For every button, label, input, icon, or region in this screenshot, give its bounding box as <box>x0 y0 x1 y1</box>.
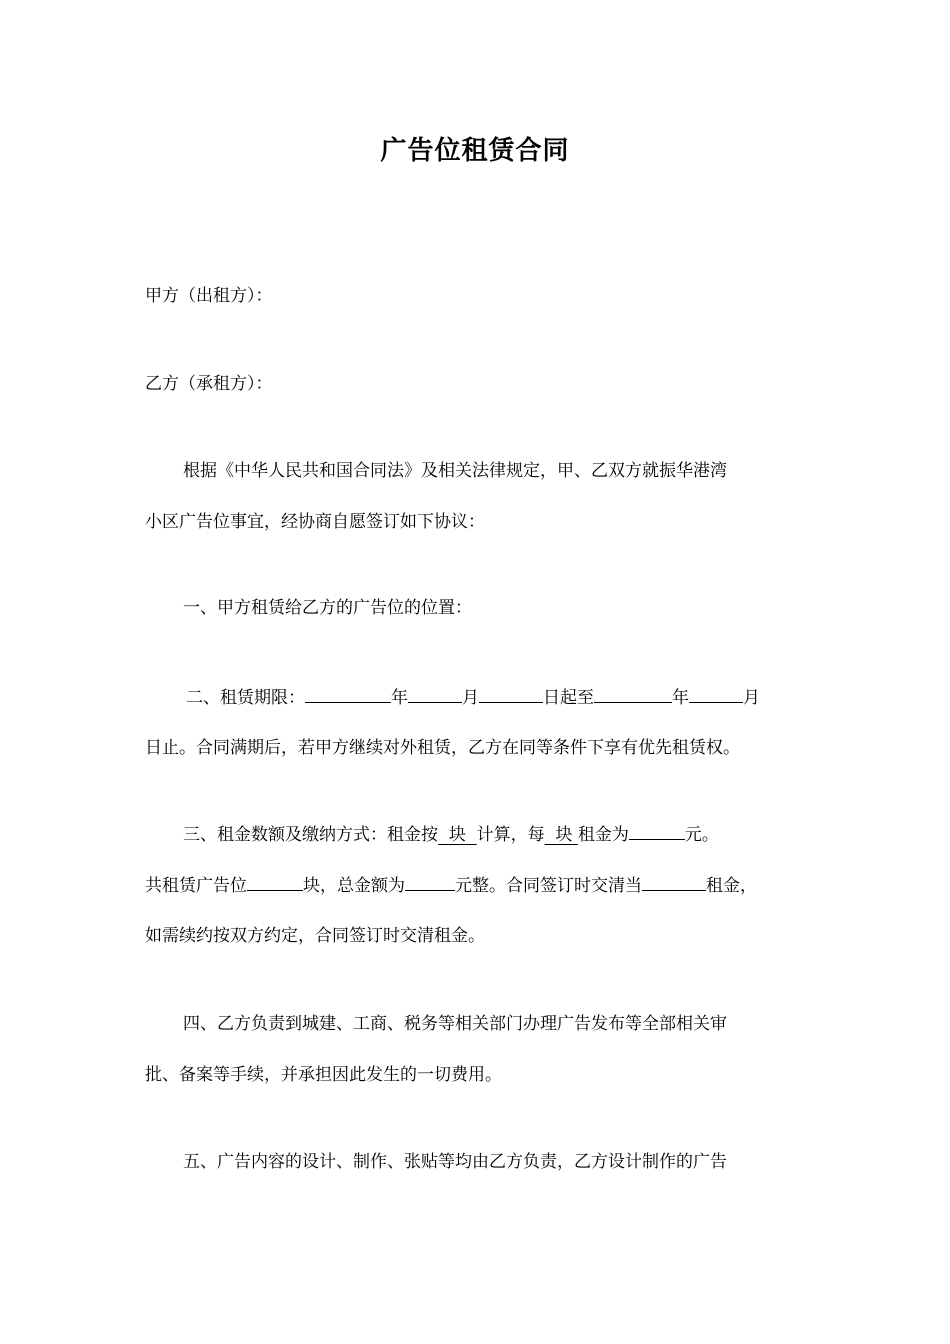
clause-3-calc: 计算，每 <box>476 825 545 845</box>
clause-3-line-3: 如需续约按双方约定，合同签订时交清租金。 <box>145 926 485 946</box>
clause-3-prefix: 三、租金数额及缴纳方式：租金按 <box>183 825 438 845</box>
blank-ad-count <box>247 873 303 891</box>
intro-line-1: 根据《中华人民共和国合同法》及相关法律规定，甲、乙双方就振华港湾 <box>183 461 727 481</box>
clause-3-line-1 <box>183 822 719 847</box>
month-label-2: 月 <box>743 688 760 708</box>
clause-2-prefix: 二、租赁期限： <box>186 688 305 708</box>
blank-rent-amount <box>629 822 685 840</box>
clause-3-text-c: 元整。合同签订时交清当 <box>455 876 642 896</box>
clause-5-line-1: 五、广告内容的设计、制作、张贴等均由乙方负责，乙方设计制作的广告 <box>183 1152 727 1172</box>
document-title: 广告位租赁合同 <box>380 136 570 166</box>
clause-3-rent-is: 租金为 <box>577 825 629 845</box>
blank-start-year <box>305 685 391 703</box>
blank-start-month <box>408 685 462 703</box>
clause-2-line-1 <box>186 685 760 710</box>
clause-4-line-2: 批、备案等手续，并承担因此发生的一切费用。 <box>145 1065 502 1085</box>
clause-3-line-2 <box>145 873 757 898</box>
blank-total-amount <box>405 873 455 891</box>
day-from-label: 日起至 <box>543 688 594 708</box>
blank-end-year <box>594 685 672 703</box>
party-a-label: 甲方（出租方）： <box>145 286 273 306</box>
clause-4-line-1: 四、乙方负责到城建、工商、税务等相关部门办理广告发布等全部相关审 <box>183 1014 727 1034</box>
clause-3-text-a: 共租赁广告位 <box>145 876 247 896</box>
clause-3-text-b: 块，总金额为 <box>303 876 405 896</box>
clause-2-line-2: 日止。合同满期后，若甲方继续对外租赁，乙方在同等条件下享有优先租赁权。 <box>145 738 740 758</box>
blank-start-day <box>479 685 543 703</box>
year-label-2: 年 <box>672 688 689 708</box>
clause-3-yuan: 元。 <box>684 825 719 845</box>
clause-1: 一、甲方租赁给乙方的广告位的位置： <box>183 598 472 618</box>
blank-period <box>642 873 706 891</box>
party-b-label: 乙方（承租方）： <box>145 374 273 394</box>
month-label-1: 月 <box>462 688 479 708</box>
rent-unit-2: 块 <box>555 825 573 845</box>
year-label-1: 年 <box>391 688 408 708</box>
rent-unit-1: 块 <box>448 825 466 845</box>
intro-line-2: 小区广告位事宜，经协商自愿签订如下协议： <box>145 512 485 532</box>
blank-end-month <box>689 685 743 703</box>
clause-3-text-d: 租金， <box>706 876 757 896</box>
